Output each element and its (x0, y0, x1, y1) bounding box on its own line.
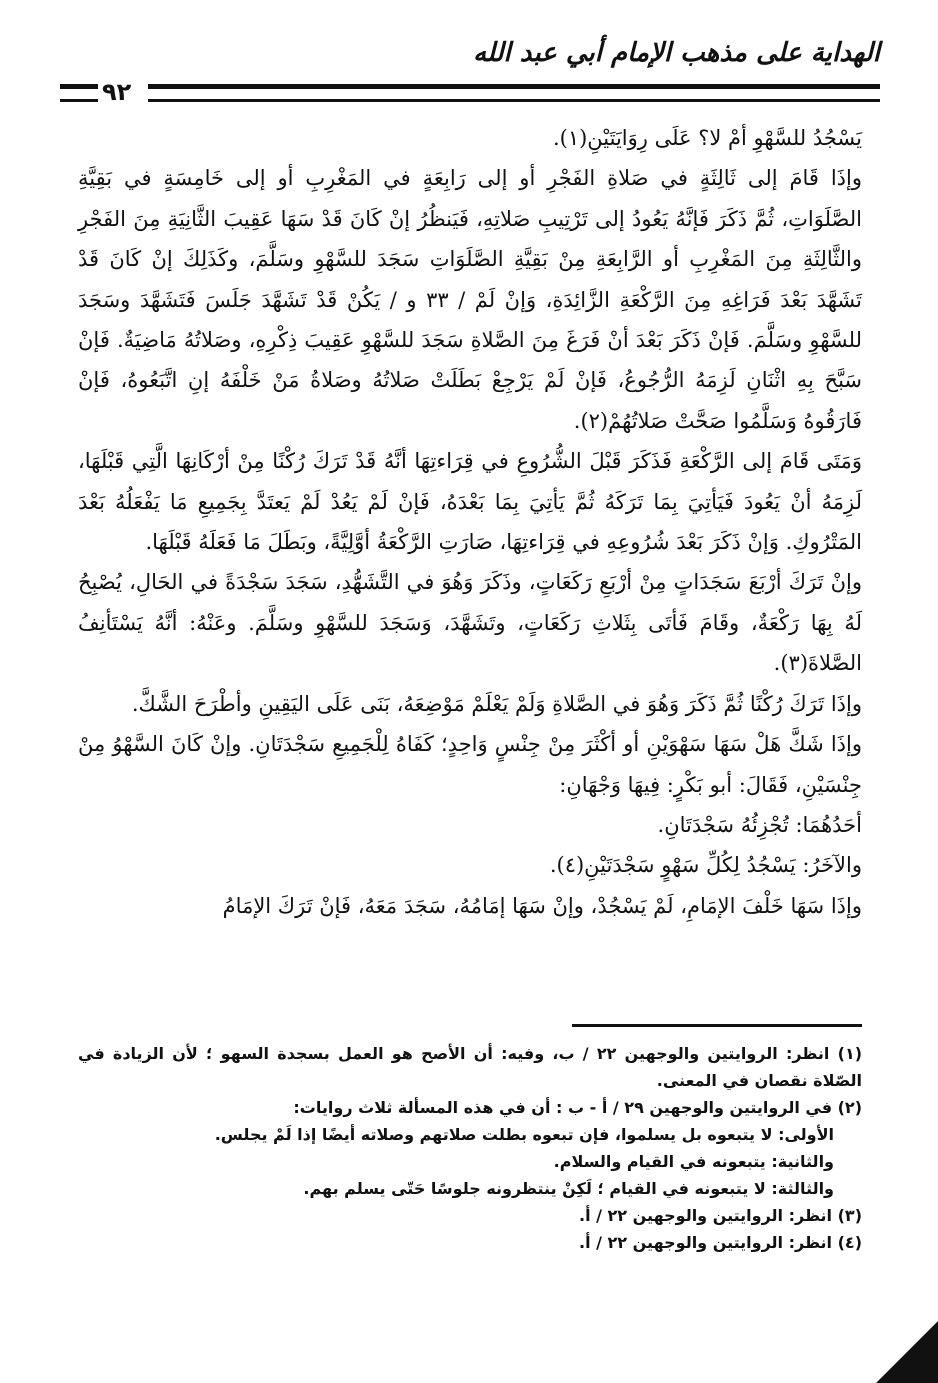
page-number: ٩٢ (102, 78, 132, 106)
page-number-rule (60, 84, 98, 102)
main-text (78, 118, 862, 926)
footnote-4: (٤) انظر: الروايتين والوجهين ٢٢ / أ. (578, 1233, 862, 1252)
paragraph: أحَدُهُمَا: تُجْزِئُهُ سَجْدَتَانِ. (657, 812, 862, 837)
paragraph: وَمَتَى قَامَ إلى الرَّكْعَةِ فَذَكَرَ قَبْلَ الشُّرُوعِ في قِرَاءتِهَا أنَّهُ قَدْ تَرَكَ رُكْنًا مِنْ أرْكَانِهَا الَّتِي قَبْلَهَا، لَزِمَهُ أنْ يَعُودَ فَيَأتِيَ بِمَا تَرَكَهُ ثُمَّ يَأتِيَ بِمَا بَعْدَهُ، فَإنْ لَمْ يَعُدْ لَمْ يَعتَدَّ بِجَمِيعِ مَا يَفْعَلُهُ بَعْدَ المَتْرُوكِ. وَإنْ ذَكَرَ بَعْدَ شُرُوعِهِ في قِرَاءتِهَا، صَارَتِ الرَّكْعَةُ أوَّلِيَّةً، وبَطَلَ مَا فَعَلَهُ قَبْلَهَا. (78, 449, 862, 555)
paragraph: وإنْ تَرَكَ أرْبَعَ سَجَدَاتٍ مِنْ أرْبَعِ رَكَعَاتٍ، وذَكَرَ وَهُوَ في التَّشَهُّدِ، سَجَدَ سَجْدَةً في الحَالِ، يُصْبِحُ لَهُ بِهَا رَكْعَةٌ، وقَامَ فَأتَى بِثَلاثِ رَكَعَاتٍ، وتَشَهَّدَ، وَسَجَدَ للسَّهْوِ وسَلَّمَ. وعَنْهُ: أنَّهُ يَسْتَأنِفُ الصَّلاةَ(٣). (78, 570, 862, 676)
paragraph: وإذَا قَامَ إلى ثَالِثَةٍ في صَلاةِ الفَجْرِ أو إلى رَابِعَةٍ في المَغْرِبِ أو إلى خَامِسَةٍ في بَقِيَّةِ الصَّلَوَاتِ، ثُمَّ ذَكَرَ فَإنَّهُ يَعُودُ إلى تَرْتِيبِ صَلاتِهِ، فَيَنظُرُ إنْ كَانَ قَدْ سَهَا عَقِيبَ الثَّانِيَةِ مِنَ الفَجْرِ والثَّالِثَةِ مِنَ المَغْرِبِ أو الرَّابِعَةِ مِنْ بَقِيَّةِ الصَّلَوَاتِ سَجَدَ للسَّهْوِ وسَلَّمَ، وكَذَلِكَ إنْ كَانَ قَدْ تَشَهَّدَ بَعْدَ فَرَاغِهِ مِنَ الرَّكْعَةِ الزَّائِدَةِ، وَإنْ لَمْ / ٣٣ و / يَكُنْ قَدْ تَشَهَّدَ جَلَسَ فَتَشَهَّدَ وسَجَدَ للسَّهْوِ وسَلَّمَ. فَإنْ ذَكَرَ بَعْدَ أنْ فَرَغَ مِنَ الصَّلاةِ سَجَدَ للسَّهْوِ عَقِيبَ ذِكْرِهِ، وصَلاتُهُ مَاضِيَةٌ. فَإنْ سَبَّحَ بِهِ اثْنَانِ لَزِمَهُ الرُّجُوعُ، فَإنْ لَمْ يَرْجِعْ بَطَلَتْ صَلاتُهُ وصَلاةُ مَنْ خَلْفَهُ إنِ اتَّبَعُوهُ، فَإنْ فَارَقُوهُ وَسَلَّمُوا صَحَّتْ صَلاتُهُمْ(٢). (78, 166, 862, 433)
paragraph: يَسْجُدُ للسَّهْوِ أمْ لا؟ عَلَى رِوَايَتَيْنِ(١). (552, 126, 862, 150)
footnote-2: (٢) في الروايتين والوجهين ٢٩ / أ - ب : أن في هذه المسألة ثلاث روايات: (293, 1098, 862, 1117)
paragraph: وإذَا تَرَكَ رُكْنًا ثُمَّ ذَكَرَ وَهُوَ في الصَّلاةِ وَلَمْ يَعْلَمْ مَوْضِعَهُ، بَنَى عَلَى اليَقِينِ وأطْرَحَ الشَّكَّ. (131, 691, 862, 716)
header-rule (148, 84, 880, 102)
footnotes (78, 1040, 862, 1256)
page-corner-fold (876, 1321, 938, 1383)
footnote-2-second: والثانية: يتبعونه في القيام والسلام. (553, 1152, 834, 1171)
paragraph: والآخَرُ: يَسْجُدُ لِكُلِّ سَهْوٍ سَجْدَتَيْنِ(٤). (549, 853, 862, 878)
footnote-separator (572, 1024, 862, 1027)
paragraph: وإذَا سَهَا خَلْفَ الإمَامِ، لَمْ يَسْجُدْ، وإنْ سَهَا إمَامُهُ، سَجَدَ مَعَهُ، فَإنْ تَرَكَ الإمَامُ (222, 893, 862, 918)
footnote-1: (١) انظر: الروايتين والوجهين ٢٢ / ب، وفيه: أن الأصح هو العمل بسجدة السهو ؛ لأن الزيادة في الصّلاة نقصان في المعنى. (78, 1044, 863, 1090)
footnote-2-first: الأولى: لا يتبعوه بل يسلموا، فإن تبعوه بطلت صلاتهم وصلاته أيضًا إذا لَمْ يجلس. (214, 1125, 834, 1144)
running-title: الهداية على مذهب الإمام أبي عبد الله (473, 38, 880, 68)
paragraph: وإذَا شَكَّ هَلْ سَهَا سَهْوَيْنِ أو أكْثَرَ مِنْ جِنْسٍ وَاحِدٍ؛ كَفَاهُ لِلْجَمِيعِ سَجْدَتَانِ. وإنْ كَانَ السَّهْوُ مِنْ جِنْسَيْنِ، فَقَالَ: أبو بَكْرٍ: فِيهَا وَجْهَانِ: (78, 732, 862, 797)
page-header (60, 38, 880, 108)
footnote-3: (٣) انظر: الروايتين والوجهين ٢٢ / أ. (578, 1206, 862, 1225)
footnote-2-third: والثالثة: لا يتبعونه في القيام ؛ لَكِنْ ينتظرونه جلوسًا حَتّى يسلم بهم. (303, 1179, 834, 1198)
